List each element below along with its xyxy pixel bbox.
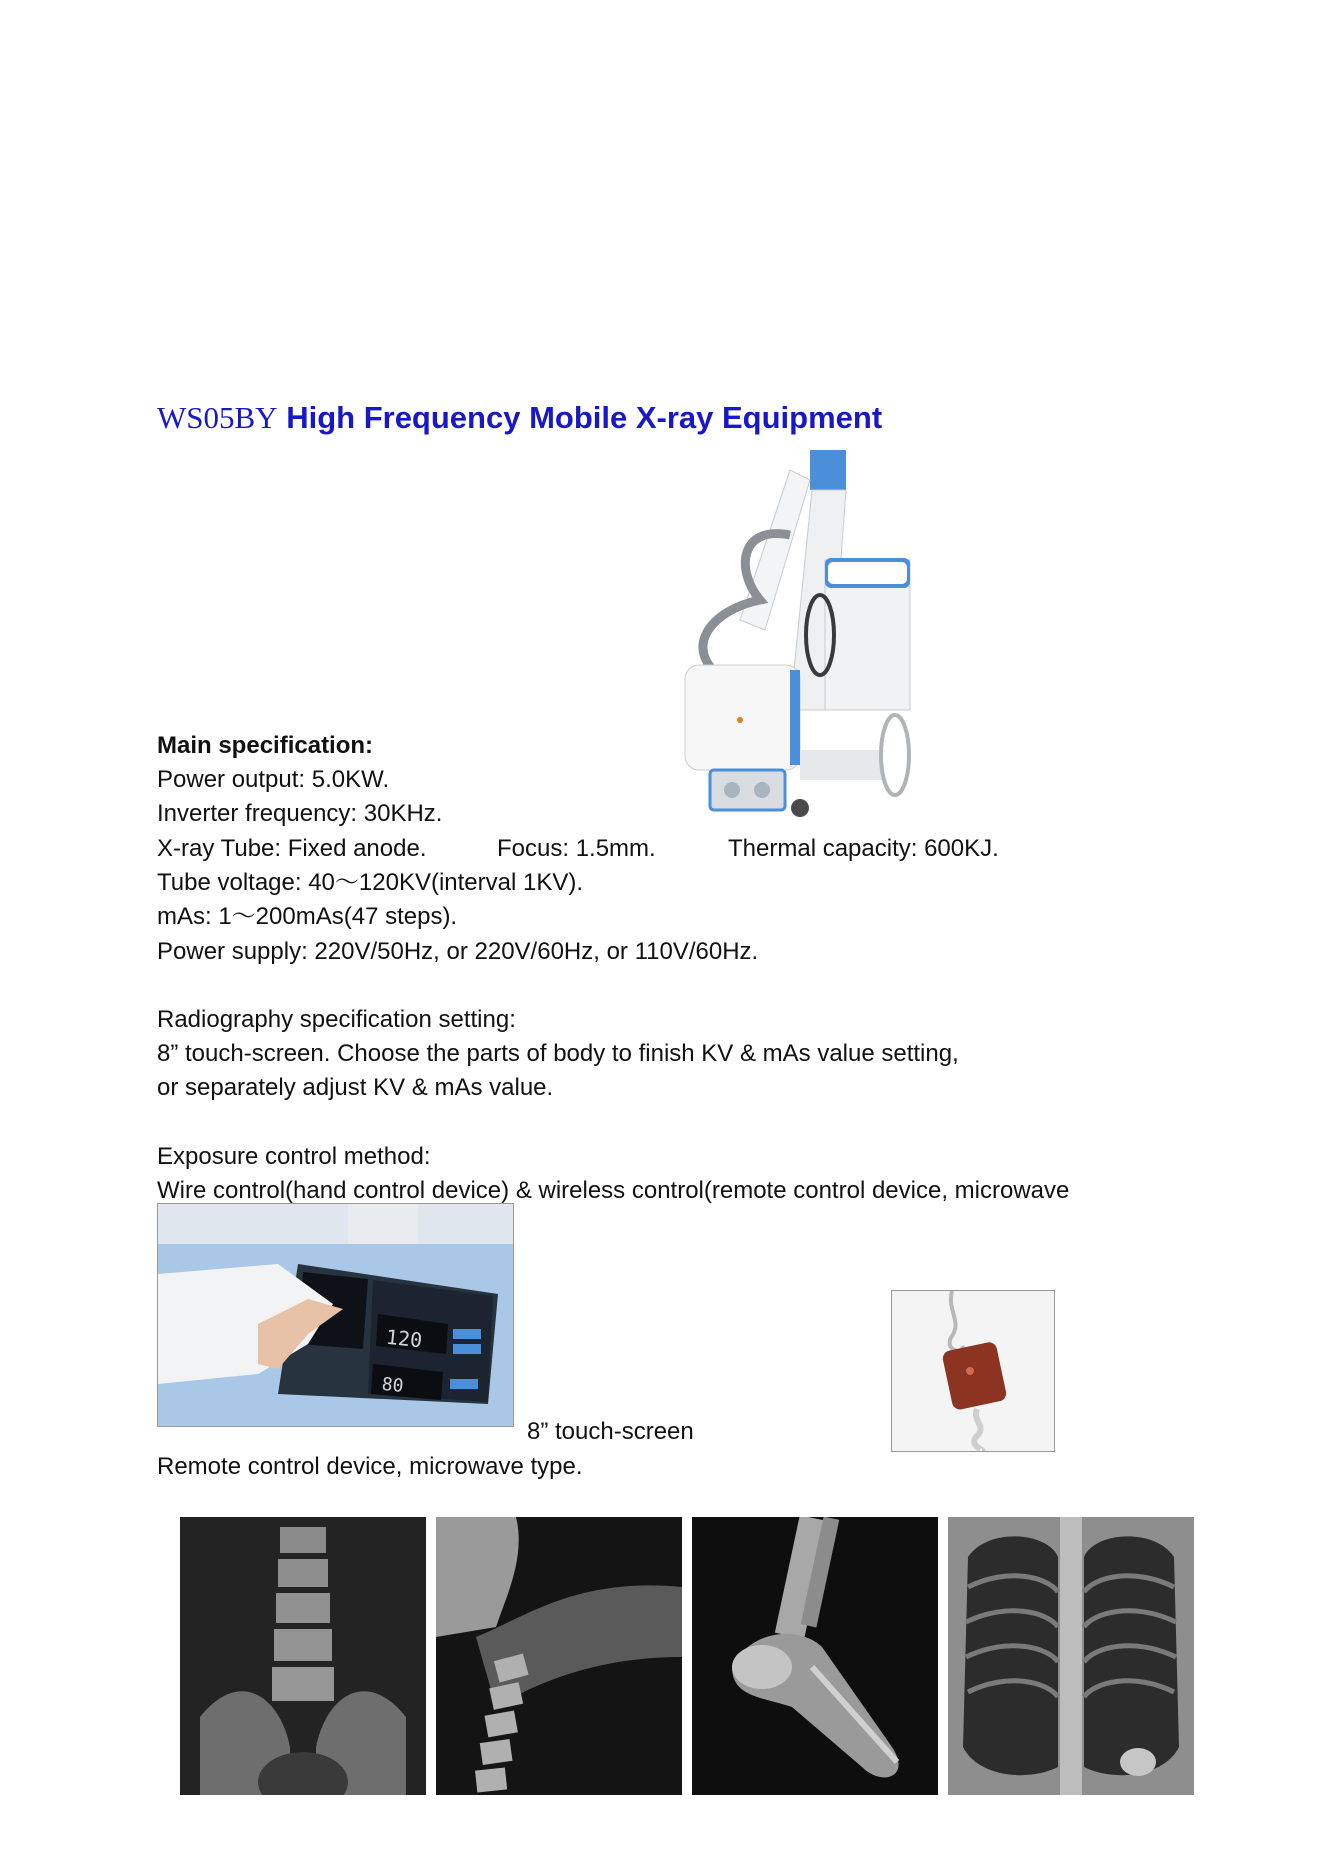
spec-mas: mAs: 1～200mAs(47 steps). [157, 903, 458, 930]
radiography-heading: Radiography specification setting: [157, 1006, 516, 1033]
exposure-line-1: Wire control(hand control device) & wireless control(remote control device, microwave [157, 1177, 1070, 1204]
remote-control-image [891, 1290, 1055, 1452]
xray-cervical-spine-image [436, 1517, 682, 1795]
page-title [157, 400, 882, 436]
radiography-line-1: 8” touch-screen. Choose the parts of body to finish KV & mAs value setting, [157, 1040, 959, 1067]
xray-chest-image [948, 1517, 1194, 1795]
title-model: WS05BY [157, 400, 278, 435]
spec-power-output: Power output: 5.0KW. [157, 766, 390, 793]
spec-xray-tube: X-ray Tube: Fixed anode. [157, 835, 427, 862]
spec-power-supply: Power supply: 220V/50Hz, or 220V/60Hz, or 110V/60Hz. [157, 938, 759, 965]
mas-readout: 80 [380, 1373, 405, 1398]
touch-screen-image [157, 1203, 514, 1427]
title-text: High Frequency Mobile X-ray Equipment [286, 400, 883, 435]
spec-inverter-frequency: Inverter frequency: 30KHz. [157, 800, 443, 827]
remote-caption: Remote control device, microwave type. [157, 1453, 583, 1480]
spec-tube-voltage: Tube voltage: 40～120KV(interval 1KV). [157, 869, 584, 896]
spec-thermal-capacity: Thermal capacity: 600KJ. [728, 835, 999, 862]
spec-xray-tube-row [157, 834, 1057, 864]
touch-screen-caption: 8” touch-screen [527, 1418, 694, 1445]
xray-foot-image [692, 1517, 938, 1795]
spec-focus: Focus: 1.5mm. [497, 835, 656, 862]
xray-lumbar-spine-image [180, 1517, 426, 1795]
exposure-heading: Exposure control method: [157, 1143, 431, 1170]
specs-heading: Main specification: [157, 732, 374, 759]
xray-machine-image [640, 450, 925, 825]
radiography-line-2: or separately adjust KV & mAs value. [157, 1074, 554, 1101]
kv-readout: 120 [384, 1324, 424, 1353]
